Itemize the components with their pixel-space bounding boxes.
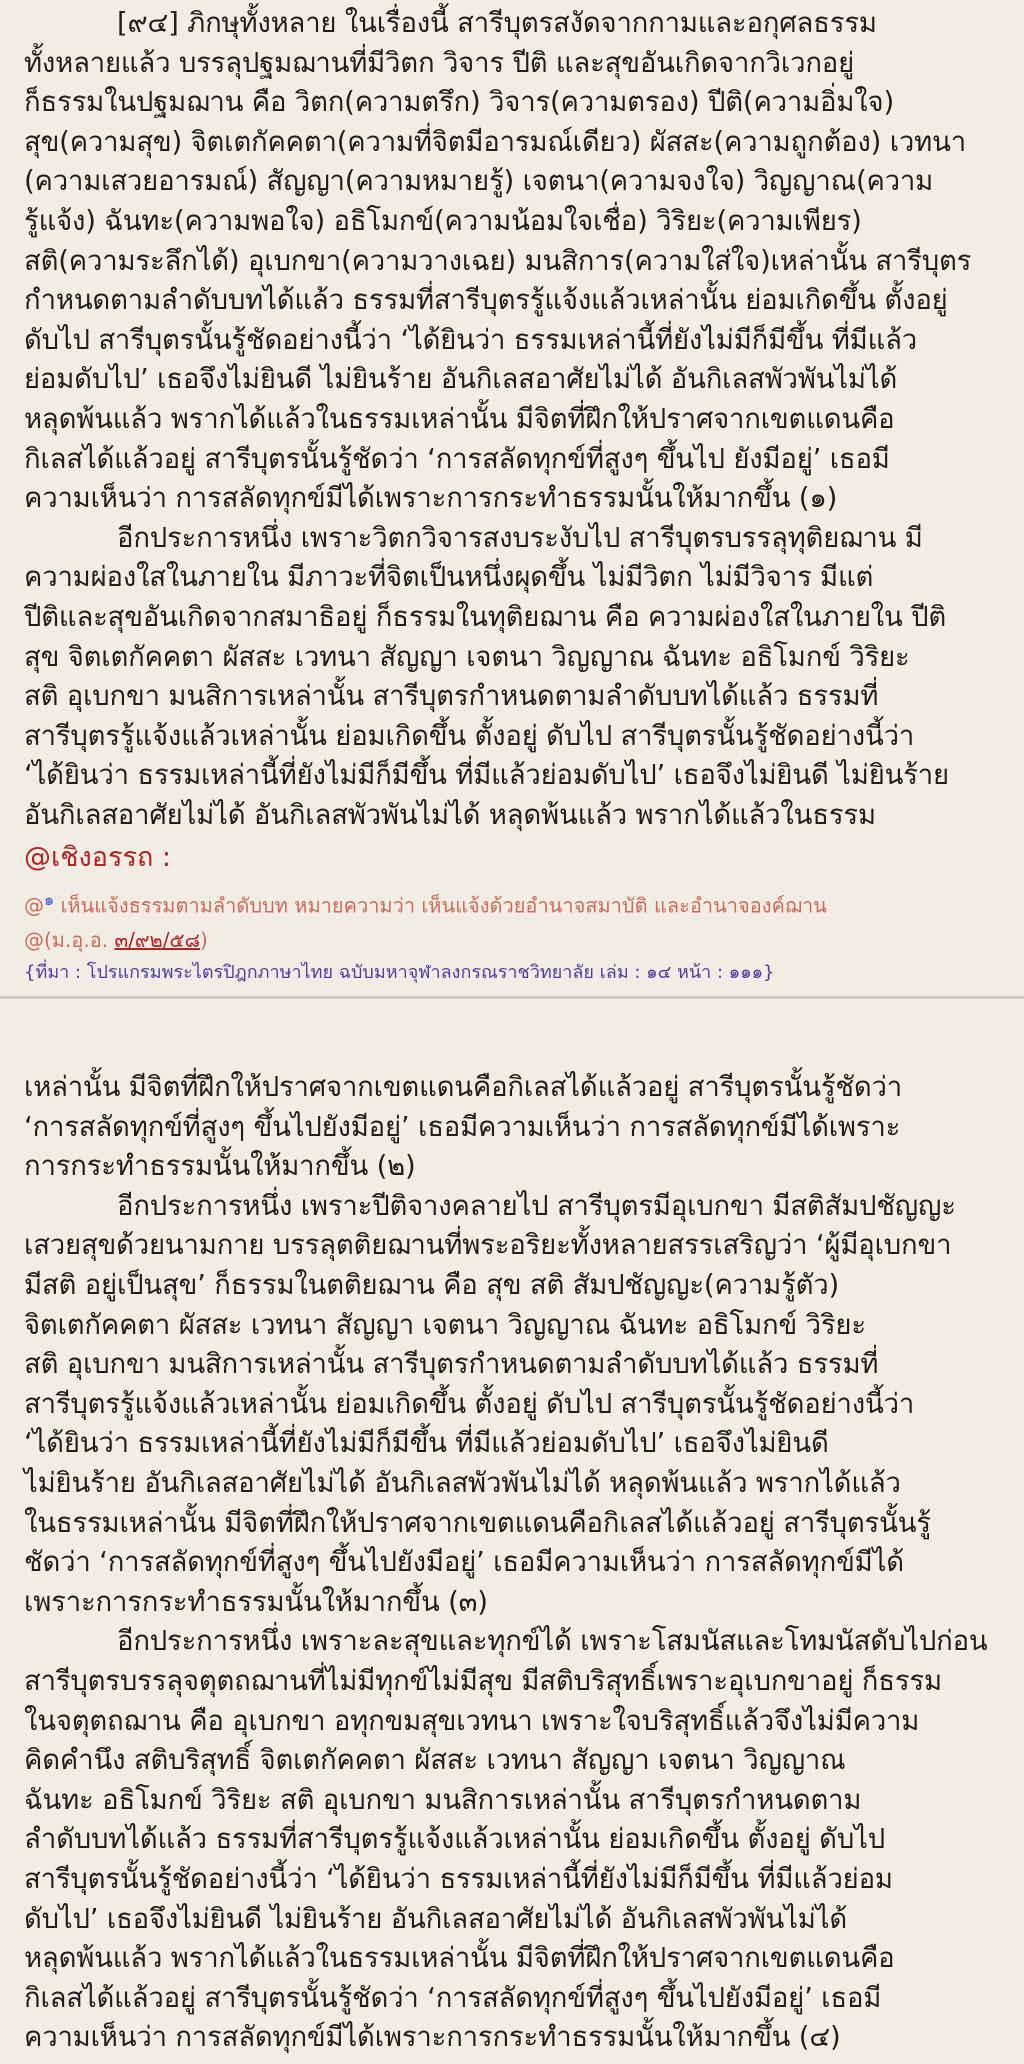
- text-line: กิเลสได้แล้วอยู่ สารีบุตรนั้นรู้ชัดว่า ‘การสลัดทุกข์ที่สูงๆ ขึ้นไปยังมีอยู่’ เธอมี: [24, 1981, 882, 2014]
- text-line: สารีบุตรรู้แจ้งแล้วเหล่านั้น ย่อมเกิดขึ้น ตั้งอยู่ ดับไป สารีบุตรนั้นรู้ชัดอย่างนี้ว่า: [24, 719, 915, 752]
- text-line: สารีบุตรบรรลุจตุตถฌานที่ไม่มีทุกข์ไม่มีสุข มีสติบริสุทธิ์เพราะอุเบกขาอยู่ ก็ธรรม: [24, 1665, 942, 1697]
- text-line: หลุดพ้นแล้ว พรากได้แล้วในธรรมเหล่านั้น มีจิตที่ฝึกให้ปราศจากเขตแดนคือ: [24, 403, 895, 435]
- text-line: ชัดว่า ‘การสลัดทุกข์ที่สูงๆ ขึ้นไปยังมีอยู่’ เธอมีความเห็นว่า การสลัดทุกข์มีได้: [24, 1546, 904, 1579]
- footnote-ref-prefix: @(ม.อุ.อ.: [24, 928, 115, 952]
- text-line: สารีบุตรนั้นรู้ชัดอย่างนี้ว่า ‘ได้ยินว่า ธรรมเหล่านี้ที่ยังไม่มีก็มีขึ้น ที่มีแล้วย่อม: [24, 1863, 893, 1895]
- text-line: ความผ่องใสในภายใน มีภาวะที่จิตเป็นหนึ่งผุดขึ้น ไม่มีวิตก ไม่มีวิจาร มีแต่: [24, 561, 874, 594]
- text-line: จิตเตกัคคตา ผัสสะ เวทนา สัญญา เจตนา วิญญาณ ฉันทะ อธิโมกข์ วิริยะ: [24, 1308, 866, 1341]
- footnote-reference: [24, 924, 208, 956]
- text-line: ความเห็นว่า การสลัดทุกข์มีได้เพราะการกระทำธรรมนั้นให้มากขึ้น (๔): [24, 2021, 841, 2054]
- text-line: ลำดับบทได้แล้ว ธรรมที่สารีบุตรรู้แจ้งแล้วเหล่านั้น ย่อมเกิดขึ้น ตั้งอยู่ ดับไป: [24, 1823, 885, 1856]
- text-line: ย่อมดับไป’ เธอจึงไม่ยินดี ไม่ยินร้าย อันกิเลสอาศัยไม่ได้ อันกิเลสพัวพันไม่ได้: [24, 363, 898, 396]
- text-line: อีกประการหนึ่ง เพราะละสุขและทุกข์ได้ เพราะโสมนัสและโทมนัสดับไปก่อน: [117, 1625, 988, 1658]
- footnote-mark: ๑: [44, 890, 55, 909]
- text-line: สติ(ความระลึกได้) อุเบกขา(ความวางเฉย) มนสิการ(ความใส่ใจ)เหล่านั้น สารีบุตร: [24, 244, 972, 277]
- text-line: สุข จิตเตกัคคตา ผัสสะ เวทนา สัญญา เจตนา วิญญาณ ฉันทะ อธิโมกข์ วิริยะ: [24, 640, 910, 673]
- text-line: ‘ได้ยินว่า ธรรมเหล่านี้ที่ยังไม่มีก็มีขึ้น ที่มีแล้วย่อมดับไป’ เธอจึงไม่ยินดี ไม่ยินร้าย: [24, 759, 949, 792]
- text-line: สารีบุตรรู้แจ้งแล้วเหล่านั้น ย่อมเกิดขึ้น ตั้งอยู่ ดับไป สารีบุตรนั้นรู้ชัดอย่างนี้ว่า: [24, 1387, 915, 1420]
- text-line: รู้แจ้ง) ฉันทะ(ความพอใจ) อธิโมกข์(ความน้อมใจเชื่อ) วิริยะ(ความเพียร): [24, 205, 862, 237]
- text-line: ไม่ยินร้าย อันกิเลสอาศัยไม่ได้ อันกิเลสพัวพันไม่ได้ หลุดพ้นแล้ว พรากได้แล้ว: [24, 1467, 901, 1499]
- text-line: ความเห็นว่า การสลัดทุกข์มีได้เพราะการกระทำธรรมนั้นให้มากขึ้น (๑): [24, 482, 838, 515]
- text-line: ‘ได้ยินว่า ธรรมเหล่านี้ที่ยังไม่มีก็มีขึ้น ที่มีแล้วย่อมดับไป’ เธอจึงไม่ยินดี: [24, 1427, 829, 1460]
- footnote-text: เห็นแจ้งธรรมตามลำดับบท หมายความว่า เห็นแจ้งด้วยอำนาจสมาบัติ และอำนาจองค์ฌาน: [54, 893, 827, 918]
- text-line: สุข(ความสุข) จิตเตกัคคตา(ความที่จิตมีอารมณ์เดียว) ผัสสะ(ความถูกต้อง) เวทนา: [24, 125, 966, 158]
- text-line: กำหนดตามลำดับบทได้แล้ว ธรรมที่สารีบุตรรู้แจ้งแล้วเหล่านั้น ย่อมเกิดขึ้น ตั้งอยู่: [24, 284, 948, 317]
- text-line: อันกิเลสอาศัยไม่ได้ อันกิเลสพัวพันไม่ได้ หลุดพ้นแล้ว พรากได้แล้วในธรรม: [24, 799, 876, 831]
- text-line: ในจตุตถฌาน คือ อุเบกขา อทุกขมสุขเวทนา เพราะใจบริสุทธิ์แล้วจึงไม่มีความ: [24, 1704, 920, 1737]
- text-line: อีกประการหนึ่ง เพราะวิตกวิจารสงบระงับไป สารีบุตรบรรลุทุติยฌาน มี: [117, 521, 923, 554]
- text-line: หลุดพ้นแล้ว พรากได้แล้วในธรรมเหล่านั้น มีจิตที่ฝึกให้ปราศจากเขตแดนคือ: [24, 1942, 895, 1975]
- text-line: เพราะการกระทำธรรมนั้นให้มากขึ้น (๓): [24, 1585, 488, 1618]
- text-line: สติ อุเบกขา มนสิการเหล่านั้น สารีบุตรกำหนดตามลำดับบทได้แล้ว ธรรมที่: [24, 680, 879, 713]
- text-line: มีสติ อยู่เป็นสุข’ ก็ธรรมในตติยฌาน คือ สุข สติ สัมปชัญญะ(ความรู้ตัว): [24, 1269, 840, 1301]
- footnote-ref-link[interactable]: ๓/๙๒/๕๘: [114, 928, 200, 952]
- text-line: เสวยสุขด้วยนามกาย บรรลุตติยฌานที่พระอริยะทั้งหลายสรรเสริญว่า ‘ผู้มีอุเบกขา: [24, 1229, 952, 1262]
- footnote-prefix: @: [24, 893, 44, 918]
- text-line: อีกประการหนึ่ง เพราะปีติจางคลายไป สารีบุตรมีอุเบกขา มีสติสัมปชัญญะ: [117, 1189, 956, 1222]
- text-line: การกระทำธรรมนั้นให้มากขึ้น (๒): [24, 1150, 416, 1183]
- text-line: ดับไป สารีบุตรนั้นรู้ชัดอย่างนี้ว่า ‘ได้ยินว่า ธรรมเหล่านี้ที่ยังไม่มีก็มีขึ้น ที่มีแล้ว: [24, 323, 918, 356]
- source-citation: {ที่มา : โปรแกรมพระไตรปิฎกภาษาไทย ฉบับมหาจุฬาลงกรณราชวิทยาลัย เล่ม : ๑๔ หน้า : ๑๑๑}: [24, 962, 775, 983]
- text-line: คิดคำนึง สติบริสุทธิ์ จิตเตกัคคตา ผัสสะ เวทนา สัญญา เจตนา วิญญาณ: [24, 1744, 846, 1777]
- page-divider: [0, 996, 1024, 999]
- footnote-entry: [24, 888, 827, 922]
- text-line: ปีติและสุขอันเกิดจากสมาธิอยู่ ก็ธรรมในทุติยฌาน คือ ความผ่องใสในภายใน ปีติ: [24, 601, 947, 633]
- text-line: [๙๔] ภิกษุทั้งหลาย ในเรื่องนี้ สารีบุตรสงัดจากกามและอกุศลธรรม: [117, 7, 877, 39]
- text-line: ฉันทะ อธิโมกข์ วิริยะ สติ อุเบกขา มนสิการเหล่านั้น สารีบุตรกำหนดตาม: [24, 1783, 862, 1816]
- text-line: สติ อุเบกขา มนสิการเหล่านั้น สารีบุตรกำหนดตามลำดับบทได้แล้ว ธรรมที่: [24, 1348, 879, 1381]
- footnote-heading: @เชิงอรรถ :: [24, 842, 171, 873]
- text-line: ดับไป’ เธอจึงไม่ยินดี ไม่ยินร้าย อันกิเลสอาศัยไม่ได้ อันกิเลสพัวพันไม่ได้: [24, 1902, 847, 1935]
- text-line: (ความเสวยอารมณ์) สัญญา(ความหมายรู้) เจตนา(ความจงใจ) วิญญาณ(ความ: [24, 165, 934, 198]
- text-line: กิเลสได้แล้วอยู่ สารีบุตรนั้นรู้ชัดว่า ‘การสลัดทุกข์ที่สูงๆ ขึ้นไป ยังมีอยู่’ เธอมี: [24, 442, 890, 475]
- text-line: ทั้งหลายแล้ว บรรลุปฐมฌานที่มีวิตก วิจาร ปีติ และสุขอันเกิดจากวิเวกอยู่: [24, 46, 855, 79]
- footnote-ref-suffix: ): [200, 928, 208, 952]
- text-line: เหล่านั้น มีจิตที่ฝึกให้ปราศจากเขตแดนคือกิเลสได้แล้วอยู่ สารีบุตรนั้นรู้ชัดว่า: [24, 1071, 903, 1103]
- text-line: ‘การสลัดทุกข์ที่สูงๆ ขึ้นไปยังมีอยู่’ เธอมีความเห็นว่า การสลัดทุกข์มีได้เพราะ: [24, 1110, 901, 1143]
- text-line: ก็ธรรมในปฐมฌาน คือ วิตก(ความตรึก) วิจาร(ความตรอง) ปีติ(ความอิ่มใจ): [24, 86, 894, 119]
- text-line: ในธรรมเหล่านั้น มีจิตที่ฝึกให้ปราศจากเขตแดนคือกิเลสได้แล้วอยู่ สารีบุตรนั้นรู้: [24, 1506, 931, 1539]
